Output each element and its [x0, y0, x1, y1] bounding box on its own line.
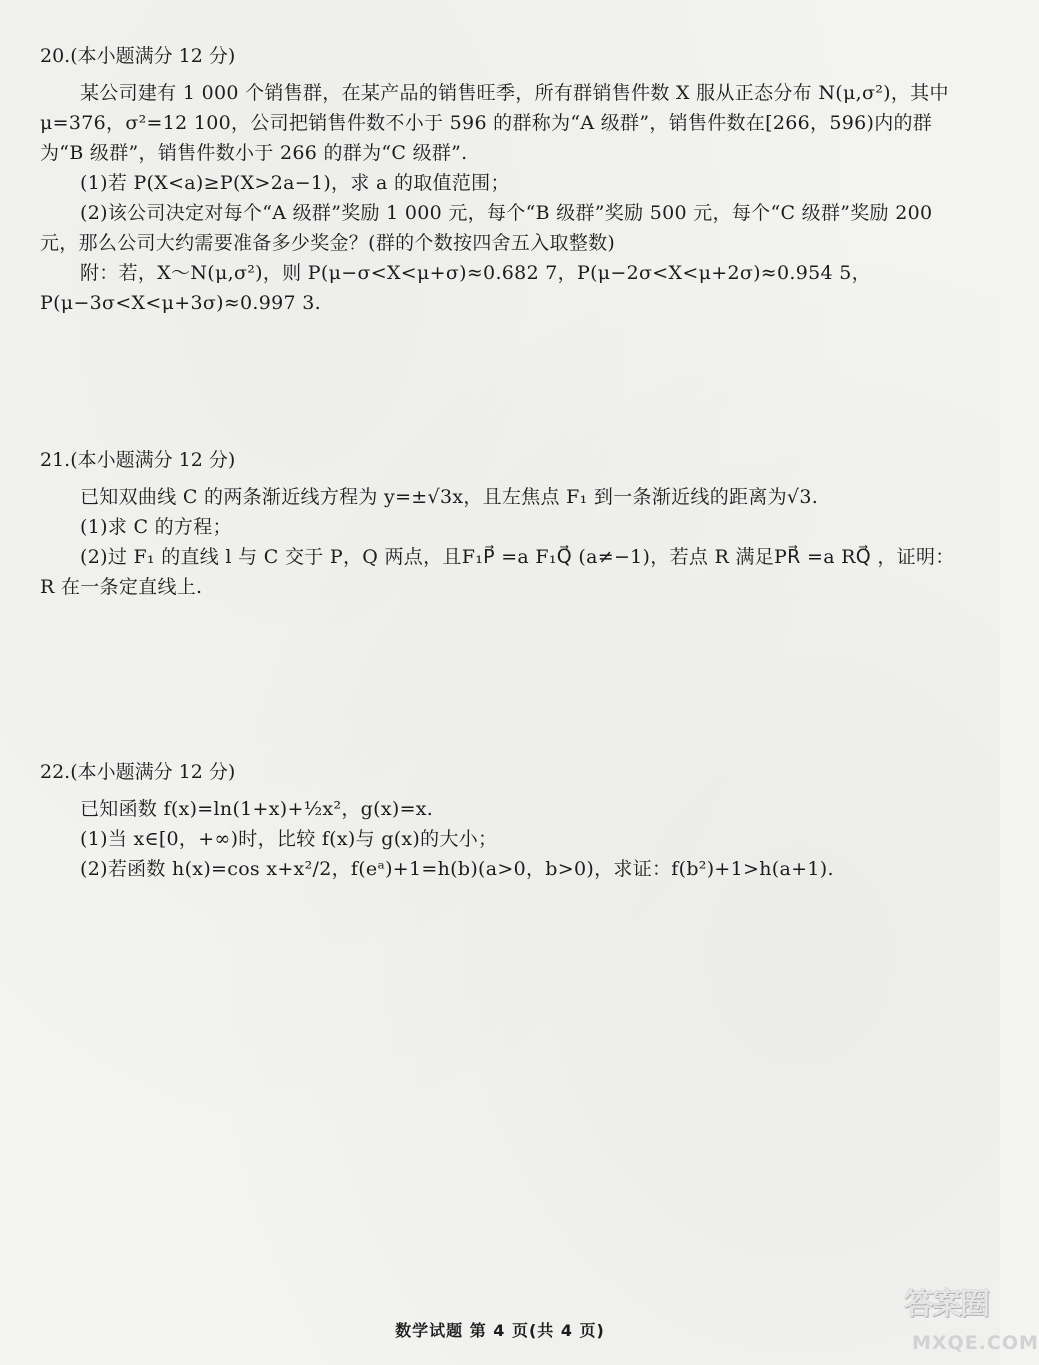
problem-20-appendix: 附：若，X～N(μ,σ²)，则 P(μ−σ<X<μ+σ)≈0.682 7，P(μ−2σ<X<μ+2σ)≈0.954 5，P(μ−3σ<X<μ+3σ)≈0.997 3.	[40, 262, 871, 314]
problem-21-part-1: (1)求 C 的方程；	[80, 516, 232, 538]
problem-22-statement: 已知函数 f(x)=ln(1+x)+½x²，g(x)=x.	[80, 798, 434, 820]
problem-20-heading: 20.(本小题满分 12 分)	[40, 45, 236, 67]
problem-20-part-2: (2)该公司决定对每个“A 级群”奖励 1 000 元，每个“B 级群”奖励 500 元，每个“C 级群”奖励 200 元，那么公司大约需要准备多少奖金？(群的个数按四舍五入取整数)	[40, 202, 933, 254]
problem-21	[40, 448, 960, 602]
watermark-domain: MXQE.COM	[912, 1332, 1039, 1354]
problem-22-part-2: (2)若函数 h(x)=cos x+x²/2，f(eᵃ)+1=h(b)(a>0，b>0)，求证：f(b²)+1>h(a+1).	[80, 858, 834, 880]
problem-22	[40, 760, 960, 884]
problem-22-part-1: (1)当 x∈[0，+∞)时，比较 f(x)与 g(x)的大小；	[80, 828, 498, 850]
problem-22-heading: 22.(本小题满分 12 分)	[40, 761, 236, 783]
problem-21-statement: 已知双曲线 C 的两条渐近线方程为 y=±√3x，且左焦点 F₁ 到一条渐近线的距离为√3.	[80, 486, 819, 508]
problem-20-statement: 某公司建有 1 000 个销售群，在某产品的销售旺季，所有群销售件数 X 服从正态分布 N(μ,σ²)，其中 μ=376，σ²=12 100，公司把销售件数不小于 596 的群称为“A 级群”，销售件数在[266，596)内的群为“B 级群”，销售件数小于 266 的群为“C 级群”.	[40, 82, 949, 164]
page-footer: 数学试题 第 4 页(共 4 页)	[395, 1321, 605, 1340]
watermark-logo-text: 答案圈	[904, 1287, 988, 1322]
problem-21-part-2: (2)过 F₁ 的直线 l 与 C 交于 P，Q 两点，且F₁P⃗ =a F₁Q⃗ (a≠−1)，若点 R 满足PR⃗ =a RQ⃗ ，证明：R 在一条定直线上.	[40, 546, 955, 598]
problem-21-heading: 21.(本小题满分 12 分)	[40, 449, 236, 471]
problem-20	[40, 44, 960, 318]
site-watermark	[900, 1287, 1039, 1365]
problem-20-part-1: (1)若 P(X<a)≥P(X>2a−1)，求 a 的取值范围；	[80, 172, 510, 194]
